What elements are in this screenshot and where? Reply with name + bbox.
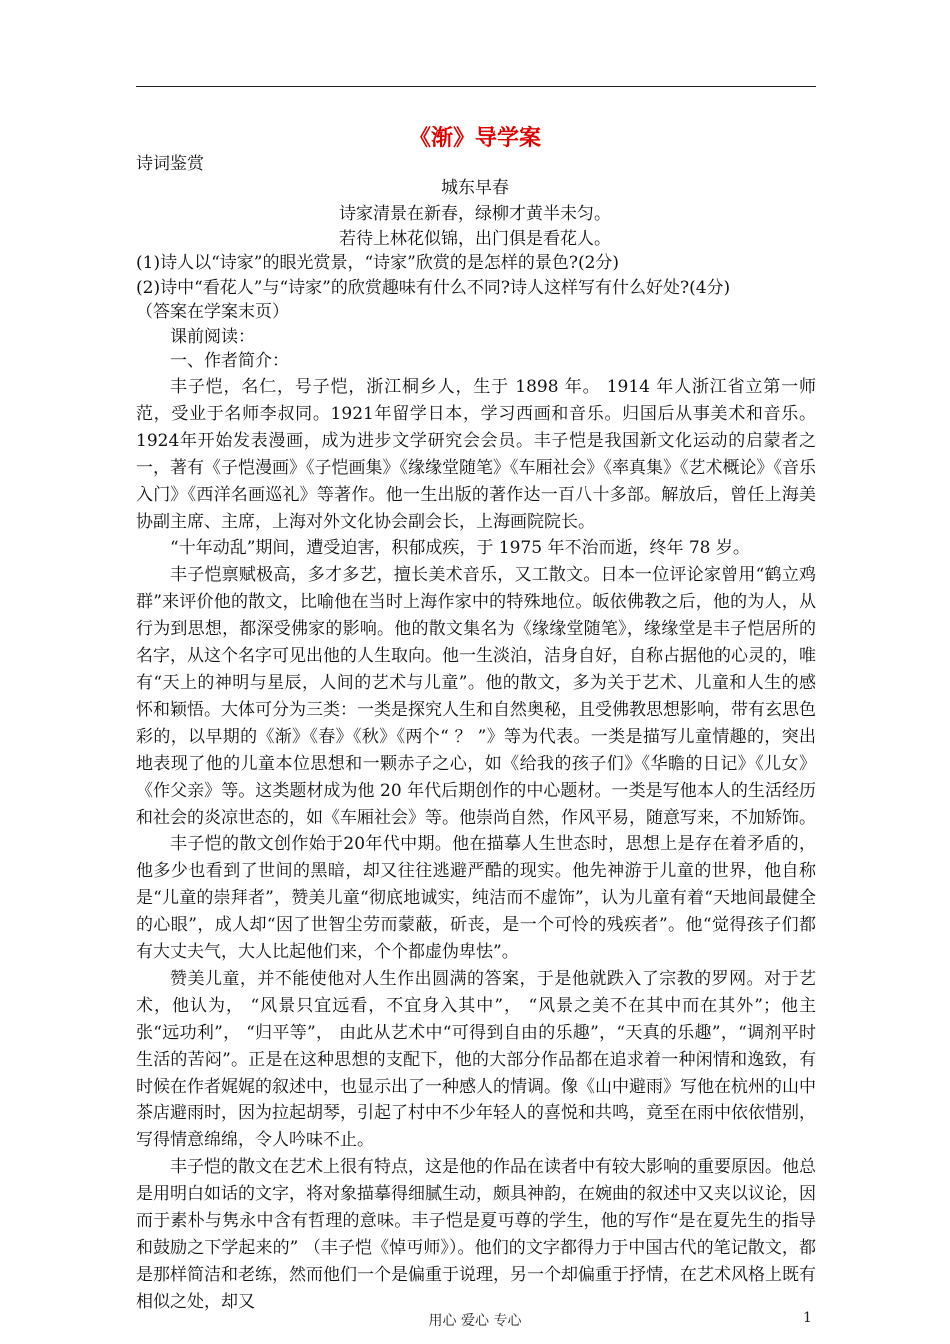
preread-heading: 课前阅读： [170,327,255,347]
author-heading: 一、作者简介： [170,351,289,371]
author-introduction [136,374,816,1316]
question-2: (2)诗中“看花人”与“诗家”的欣赏趣味有什么不同?诗人这样写有什么好处?(4分) [136,278,731,298]
question-1: (1)诗人以“诗家”的眼光赏景，“诗家”欣赏的是怎样的景色?(2分) [136,253,620,273]
poem-line-2: 若待上林花似锦，出门俱是看花人。 [339,229,611,249]
page-number: 1 [803,1310,812,1326]
paragraph: 丰子恺禀赋极高，多才多艺，擅长美术音乐，又工散文。日本一位评论家曾用“鹤立鸡群”来评价他的散文，比喻他在当时上海作家中的特殊地位。皈依佛教之后，他的为人，从行为到思想，都深受佛家的影响。他的散文集名为《缘缘堂随笔》，缘缘堂是丰子恺居所的名字，从这个名字可见出他的人生取向。他一生淡泊，洁身自好，自称占据他的心灵的，唯有“天上的神明与星辰，人间的艺术与儿童”。他的散文，多为关于艺术、儿童和人生的感怀和颖悟。大体可分为三类：一类是探究人生和自然奥秘，且受佛教思想影响，带有玄思色彩的，以早期的《渐》《春》《秋》《两个“ ？ ”》等为代表。一类是描写儿童情趣的，突出地表现了他的儿童本位思想和一颗赤子之心，如《给我的孩子们》《华瞻的日记》《儿女》《作父亲》等。这类题材成为他 20 年代后期创作的中心题材。一类是写他本人的生活经历和社会的炎凉世态的，如《车厢社会》等。他崇尚自然，作风平易，随意写来，不加矫饰。 [136,565,816,828]
paragraph: 丰子恺，名仁，号子恺，浙江桐乡人，生于 1898 年。 1914 年人浙江省立第一师范，受业于名师李叔同。1921年留学日本，学习西画和音乐。归国后从事美术和音乐。1924年开始发表漫画，成为进步文学研究会会员。丰子恺是我国新文化运动的启蒙者之一，著有《子恺漫画》《子恺画集》《缘缘堂随笔》《车厢社会》《率真集》《艺术概论》《音乐入门》《西洋名画巡礼》等著作。他一生出版的著作达一百八十多部。解放后，曾任上海美协副主席、主席，上海对外文化协会副会长，上海画院院长。 [136,377,816,532]
paragraph: 赞美儿童，并不能使他对人生作出圆满的答案，于是他就跌入了宗教的罗网。对于艺术，他认为， “风景只宜远看，不宜身入其中”， “风景之美不在其中而在其外”；他主张“远功利”， “归平等”， 由此从艺术中“可得到自由的乐趣”，“天真的乐趣”，“调剂平时生活的苦闷”。正是在这种思想的支配下，他的大部分作品都在追求着一种闲情和逸致，有时候在作者娓娓的叙述中，也显示出了一种感人的情调。像《山中避雨》写他在杭州的山中茶店避雨时，因为拉起胡琴，引起了村中不少年轻人的喜悦和共鸣，竟至在雨中依依惜别，写得情意绵绵，令人吟味不止。 [136,968,816,1151]
paragraph: 丰子恺的散文在艺术上很有特点，这是他的作品在读者中有较大影响的重要原因。他总是用明白如话的文字，将对象描摹得细腻生动，颇具神韵，在婉曲的叙述中又夹以议论，因而于素朴与隽永中含有哲理的意味。丰子恺是夏丏尊的学生，他的写作“是在夏先生的指导和鼓励之下学起来的” （丰子恺《悼丏师》）。他们的文字都得力于中国古代的笔记散文，都是那样简洁和老练，然而他们一个是偏重于说理，另一个却偏重于抒情，在艺术风格上既有相似之处，却又 [136,1157,816,1312]
paragraph: 丰子恺的散文创作始于20年代中期。他在描摹人生世态时，思想上是存在着矛盾的，他多少也看到了世间的黑暗，却又往往逃避严酷的现实。他先神游于儿童的世界，他自称是“儿童的崇拜者”，赞美儿童“彻底地诚实，纯洁而不虚饰”，认为儿童有着“天地间最健全的心眼”，成人却“因了世智尘劳而蒙蔽，斫丧，是一个可怜的残疾者”。他“觉得孩子们都有大丈夫气，大人比起他们来，个个都虚伪卑怯”。 [136,834,816,963]
poem-line-1: 诗家清景在新春，绿柳才黄半未匀。 [339,204,611,224]
section-heading: 诗词鉴赏 [136,154,204,174]
poem-title: 城东早春 [441,178,509,198]
header-rule [136,86,816,87]
answer-note: （答案在学案末页） [136,302,289,322]
page-title: 《渐》导学案 [408,125,541,151]
paragraph: “十年动乱”期间，遭受迫害，积郁成疾，于 1975 年不治而逝，终年 78 岁。 [170,538,750,559]
page-footer: 用心 爱心 专心 [428,1313,522,1329]
